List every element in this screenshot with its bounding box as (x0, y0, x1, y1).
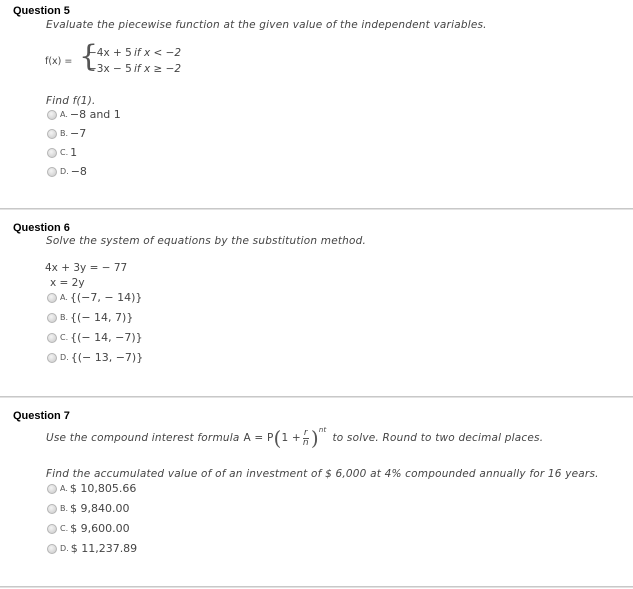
radio-button[interactable] (47, 313, 57, 323)
section-divider (0, 208, 633, 210)
choice-text: $ 10,805.66 (69, 482, 137, 495)
q6-choice-c[interactable]: C. {(− 14, −7)} (47, 331, 143, 344)
radio-button[interactable] (47, 293, 57, 303)
radio-button[interactable] (47, 333, 57, 343)
choice-text: $ 9,600.00 (70, 522, 130, 535)
choice-text: {(− 14, 7)} (70, 311, 134, 324)
radio-button[interactable] (47, 524, 57, 534)
q6-choice-b[interactable]: B. {(− 14, 7)} (47, 311, 133, 324)
radio-button[interactable] (47, 110, 57, 120)
radio-button[interactable] (47, 544, 57, 554)
question-7-instruction: Use the compound interest formula A = P ( 1 + $\frac{r}{n}$ ) $^{nt}$ to solve. Round to two decimal places. (46, 426, 544, 450)
piece-2-expr: −3x − 5 (88, 63, 132, 75)
choice-text: {(− 14, −7)} (70, 331, 143, 344)
question-5-instruction: Evaluate the piecewise function at the given value of the independent variables. (46, 19, 487, 31)
q7-choice-b[interactable]: B. $ 9,840.00 (47, 502, 130, 515)
radio-button[interactable] (47, 353, 57, 363)
question-5-title: Question 5 (13, 5, 70, 17)
piece-1-cond: if x < −2 (134, 47, 182, 59)
section-divider (0, 586, 633, 588)
choice-text: −8 and 1 (69, 108, 121, 121)
section-divider (0, 396, 633, 398)
choice-text: −8 (70, 165, 87, 178)
piecewise-brace: { (79, 39, 99, 74)
equation-2: x = 2y (50, 277, 85, 289)
choice-text: $ 11,237.89 (70, 542, 138, 555)
q5-choice-a[interactable]: A. −8 and 1 (47, 108, 121, 121)
compound-interest-formula: A = P ( 1 + $\frac{r}{n}$ ) $^{nt}$ (243, 426, 327, 450)
question-5-prompt: Find f(1). (46, 95, 96, 107)
radio-button[interactable] (47, 504, 57, 514)
q7-choice-a[interactable]: A. $ 10,805.66 (47, 482, 136, 495)
radio-button[interactable] (47, 484, 57, 494)
choice-text: {(−7, − 14)} (69, 291, 143, 304)
choice-text: {(− 13, −7)} (70, 351, 144, 364)
question-7-title: Question 7 (13, 410, 70, 422)
question-6-title: Question 6 (13, 222, 70, 234)
choice-text: $ 9,840.00 (70, 502, 130, 515)
radio-button[interactable] (47, 129, 57, 139)
q7-choice-c[interactable]: C. $ 9,600.00 (47, 522, 130, 535)
piece-2-cond: if x ≥ −2 (134, 63, 182, 75)
question-7-prompt: Find the accumulated value of of an investment of $ 6,000 at 4% compounded annually for 16 years. (46, 468, 599, 480)
function-label: f(x) = (45, 56, 73, 67)
equation-1: 4x + 3y = − 77 (45, 262, 128, 274)
q5-choice-b[interactable]: B. −7 (47, 127, 86, 140)
q5-choice-d[interactable]: D. −8 (47, 165, 87, 178)
q6-choice-a[interactable]: A. {(−7, − 14)} (47, 291, 142, 304)
question-6-instruction: Solve the system of equations by the substitution method. (46, 235, 367, 247)
q5-choice-c[interactable]: C. 1 (47, 146, 77, 159)
q6-choice-d[interactable]: D. {(− 13, −7)} (47, 351, 143, 364)
radio-button[interactable] (47, 167, 57, 177)
choice-text: −7 (70, 127, 87, 140)
piece-1-expr: −4x + 5 (88, 47, 132, 59)
radio-button[interactable] (47, 148, 57, 158)
choice-text: 1 (70, 146, 78, 159)
q7-choice-d[interactable]: D. $ 11,237.89 (47, 542, 137, 555)
